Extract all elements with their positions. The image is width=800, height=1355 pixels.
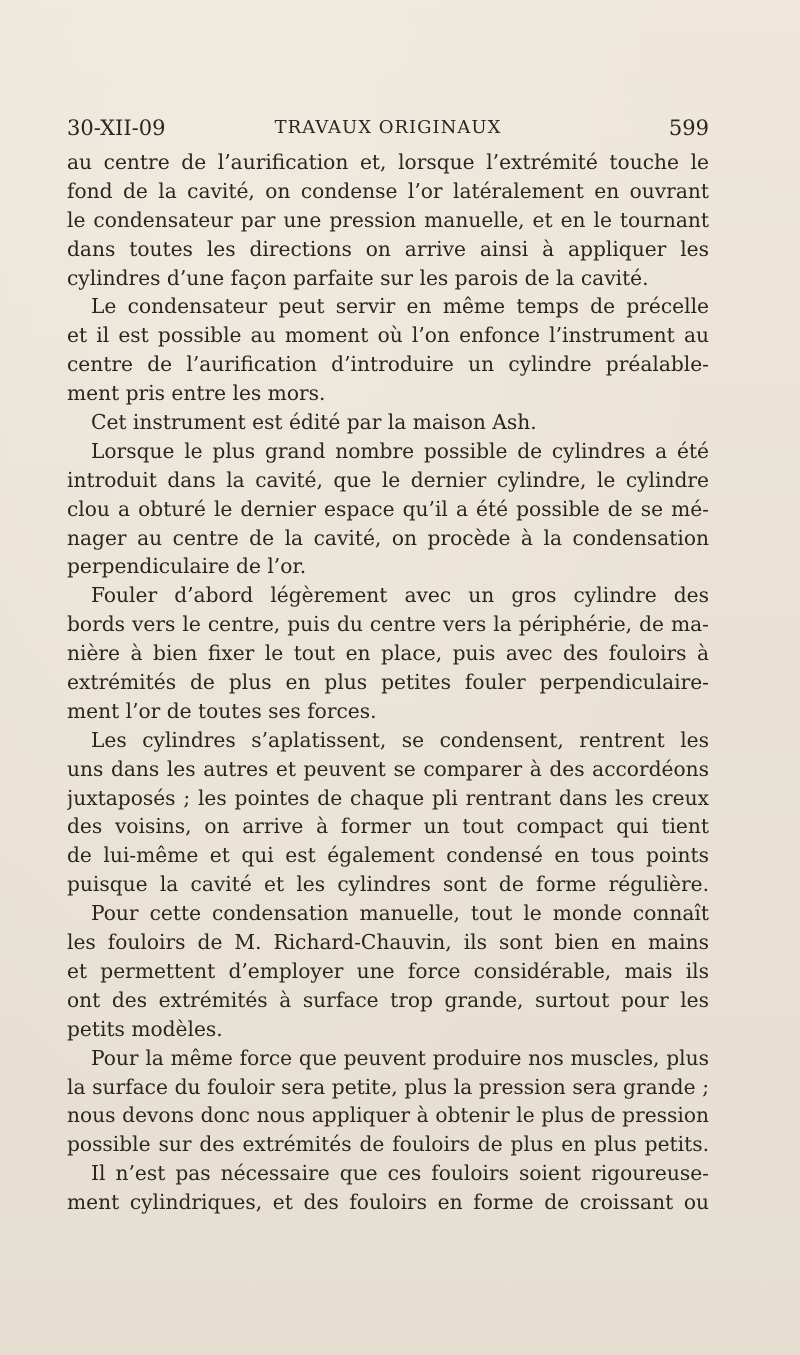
text-line: et il est possible au moment où l’on enfonce l’instrument au — [67, 323, 709, 348]
text-line: des voisins, on arrive à former un tout compact qui tient — [67, 814, 709, 839]
text-line: Il n’est pas nécessaire que ces fouloirs soient rigoureuse- — [91, 1161, 709, 1186]
page-number: 599 — [668, 116, 709, 140]
text-line: ment l’or de toutes ses forces. — [67, 698, 377, 723]
text-line: la surface du fouloir sera petite, plus la pression sera grande ; — [67, 1074, 709, 1099]
text-line: petits modèles. — [67, 1016, 223, 1041]
header-date: 30-XII-09 — [67, 116, 166, 140]
text-line: cylindres d’une façon parfaite sur les parois de la cavité. — [67, 265, 649, 290]
text-line: nager au centre de la cavité, on procède à la condensation — [67, 525, 709, 550]
text-line: Lorsque le plus grand nombre possible de cylindres a été — [91, 438, 709, 463]
text-line: clou a obturé le dernier espace qu’il a été possible de se mé- — [67, 496, 709, 521]
text-line: le condensateur par une pression manuelle, et en le tournant — [67, 207, 709, 232]
text-line: Pour cette condensation manuelle, tout le monde connaît — [91, 901, 709, 926]
text-line: les fouloirs de M. Richard-Chauvin, ils sont bien en mains — [67, 930, 709, 955]
text-line: de lui-même et qui est également condensé en tous points — [67, 843, 709, 868]
text-line: au centre de l’aurification et, lorsque l’extrémité touche le — [67, 150, 709, 174]
text-line: Cet instrument est édité par la maison Ash. — [91, 410, 537, 435]
text-line: nière à bien fixer le tout en place, puis avec des fouloirs à — [67, 641, 709, 666]
header-section-title: TRAVAUX ORIGINAUX — [274, 117, 502, 138]
text-line: bords vers le centre, puis du centre vers la périphérie, de ma- — [67, 612, 709, 637]
text-line: possible sur des extrémités de fouloirs de plus en plus petits. — [67, 1132, 709, 1157]
text-line: perpendiculaire de l’or. — [67, 554, 307, 579]
text-line: nous devons donc nous appliquer à obtenir le plus de pression — [67, 1103, 709, 1128]
text-line: uns dans les autres et peuvent se comparer à des accordéons — [67, 756, 709, 781]
text-line: juxtaposés ; les pointes de chaque pli rentrant dans les creux — [67, 785, 709, 810]
text-line: et permettent d’employer une force considérable, mais ils — [67, 958, 709, 983]
text-line: introduit dans la cavité, que le dernier cylindre, le cylindre — [67, 467, 709, 492]
text-line: extrémités de plus en plus petites fouler perpendiculaire- — [67, 670, 709, 695]
text-line: centre de l’aurification d’introduire un cylindre préalable- — [67, 352, 709, 377]
body-text — [67, 148, 709, 1217]
text-line: ont des extrémités à surface trop grande, surtout pour les — [67, 987, 709, 1012]
text-line: Les cylindres s’aplatissent, se condensent, rentrent les — [91, 727, 709, 752]
text-line: fond de la cavité, on condense l’or latéralement en ouvrant — [67, 178, 709, 203]
text-line: ment cylindriques, et des fouloirs en forme de croissant ou — [67, 1190, 709, 1215]
text-line: ment pris entre les mors. — [67, 381, 326, 406]
text-line: puisque la cavité et les cylindres sont de forme régulière. — [67, 872, 709, 897]
text-line: Fouler d’abord légèrement avec un gros cylindre des — [91, 583, 709, 608]
text-line: dans toutes les directions on arrive ainsi à appliquer les — [67, 236, 709, 261]
running-header — [67, 110, 709, 146]
text-line: Le condensateur peut servir en même temps de précelle — [91, 294, 709, 319]
text-line: Pour la même force que peuvent produire nos muscles, plus — [91, 1045, 709, 1070]
